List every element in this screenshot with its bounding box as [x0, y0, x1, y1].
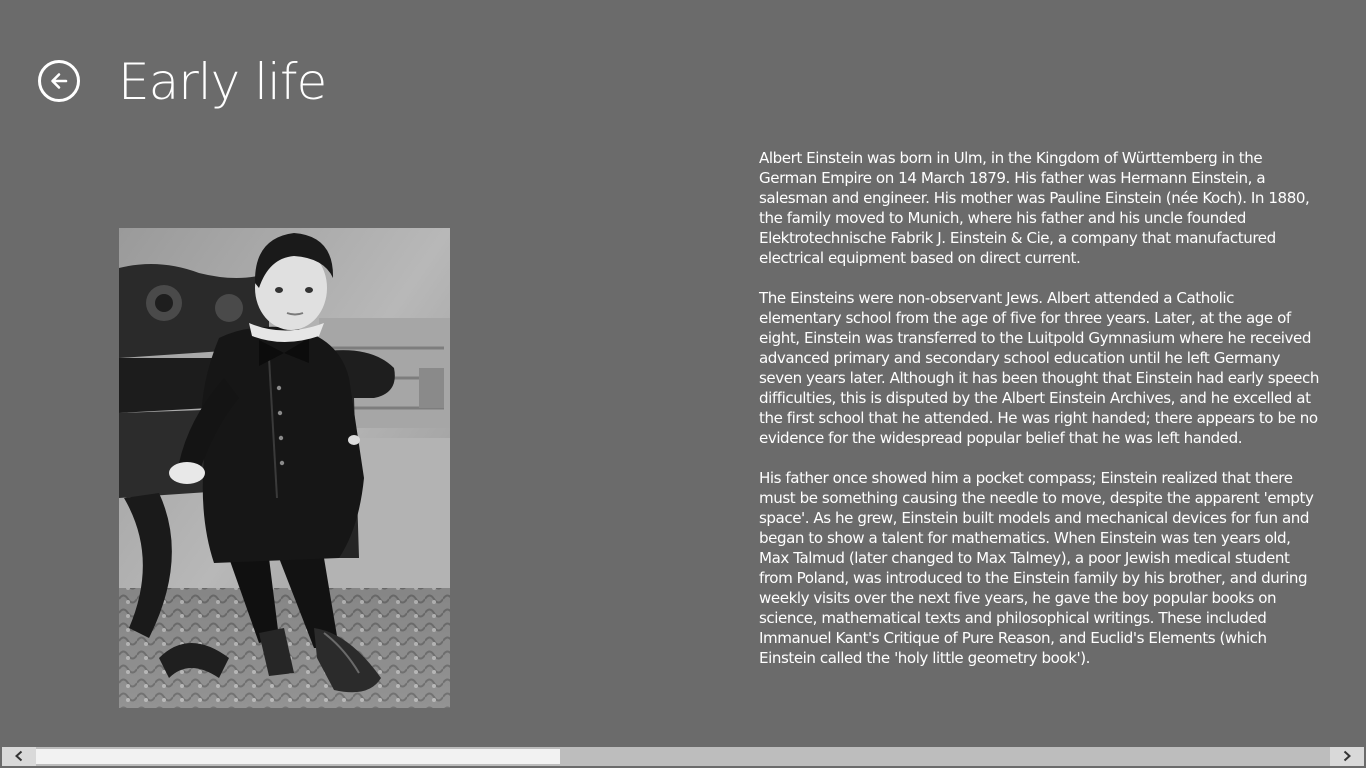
chevron-left-icon — [14, 747, 24, 766]
article-paragraph-1: Albert Einstein was born in Ulm, in the Kingdom of Württemberg in the German Empire on 14 March 1879. His father was Hermann Einstein, a salesman and engineer. His mother was Pauline Einstein (née Koch). In 1880, the family moved to Munich, where his father and his uncle founded Elektrotechnische Fabrik J. Einstein & Cie, a company that manufactured electrical equipment based on direct current. — [759, 149, 1310, 267]
article-text — [759, 148, 1319, 688]
chevron-right-icon — [1342, 747, 1352, 766]
back-button[interactable] — [38, 60, 80, 102]
child-portrait-photo — [119, 228, 450, 708]
article-paragraph-3: His father once showed him a pocket compass; Einstein realized that there must be something causing the needle to move, despite the apparent 'empty space'. As he grew, Einstein built models and mechanical devices for fun and began to show a talent for mathematics. When Einstein was ten years old, Max Talmud (later changed to Max Talmey), a poor Jewish medical student from Poland, was introduced to the Einstein family by his brother, and during weekly visits over the next five years, he gave the boy popular books on science, mathematical texts and philosophical writings. These included Immanuel Kant's Critique of Pure Reason, and Euclid's Elements (which Einstein called the 'holy little geometry book'). — [759, 469, 1314, 667]
back-arrow-icon — [48, 70, 70, 92]
article-paragraph-2: The Einsteins were non-observant Jews. Albert attended a Catholic elementary school from the age of five for three years. Later, at the age of eight, Einstein was transferred to the Luitpold Gymnasium where he received advanced primary and secondary school education until he left Germany seven years later. Although it has been thought that Einstein had early speech difficulties, this is disputed by the Albert Einstein Archives, and he excelled at the first school that he attended. He was right handed; there appears to be no evidence for the widespread popular belief that he was left handed. — [759, 289, 1319, 447]
scroll-left-button[interactable] — [2, 747, 36, 766]
scroll-track[interactable] — [36, 747, 1330, 766]
scroll-right-button[interactable] — [1330, 747, 1364, 766]
scroll-thumb[interactable] — [36, 749, 560, 764]
horizontal-scrollbar[interactable] — [2, 747, 1364, 766]
page-title: Early life — [118, 53, 327, 111]
